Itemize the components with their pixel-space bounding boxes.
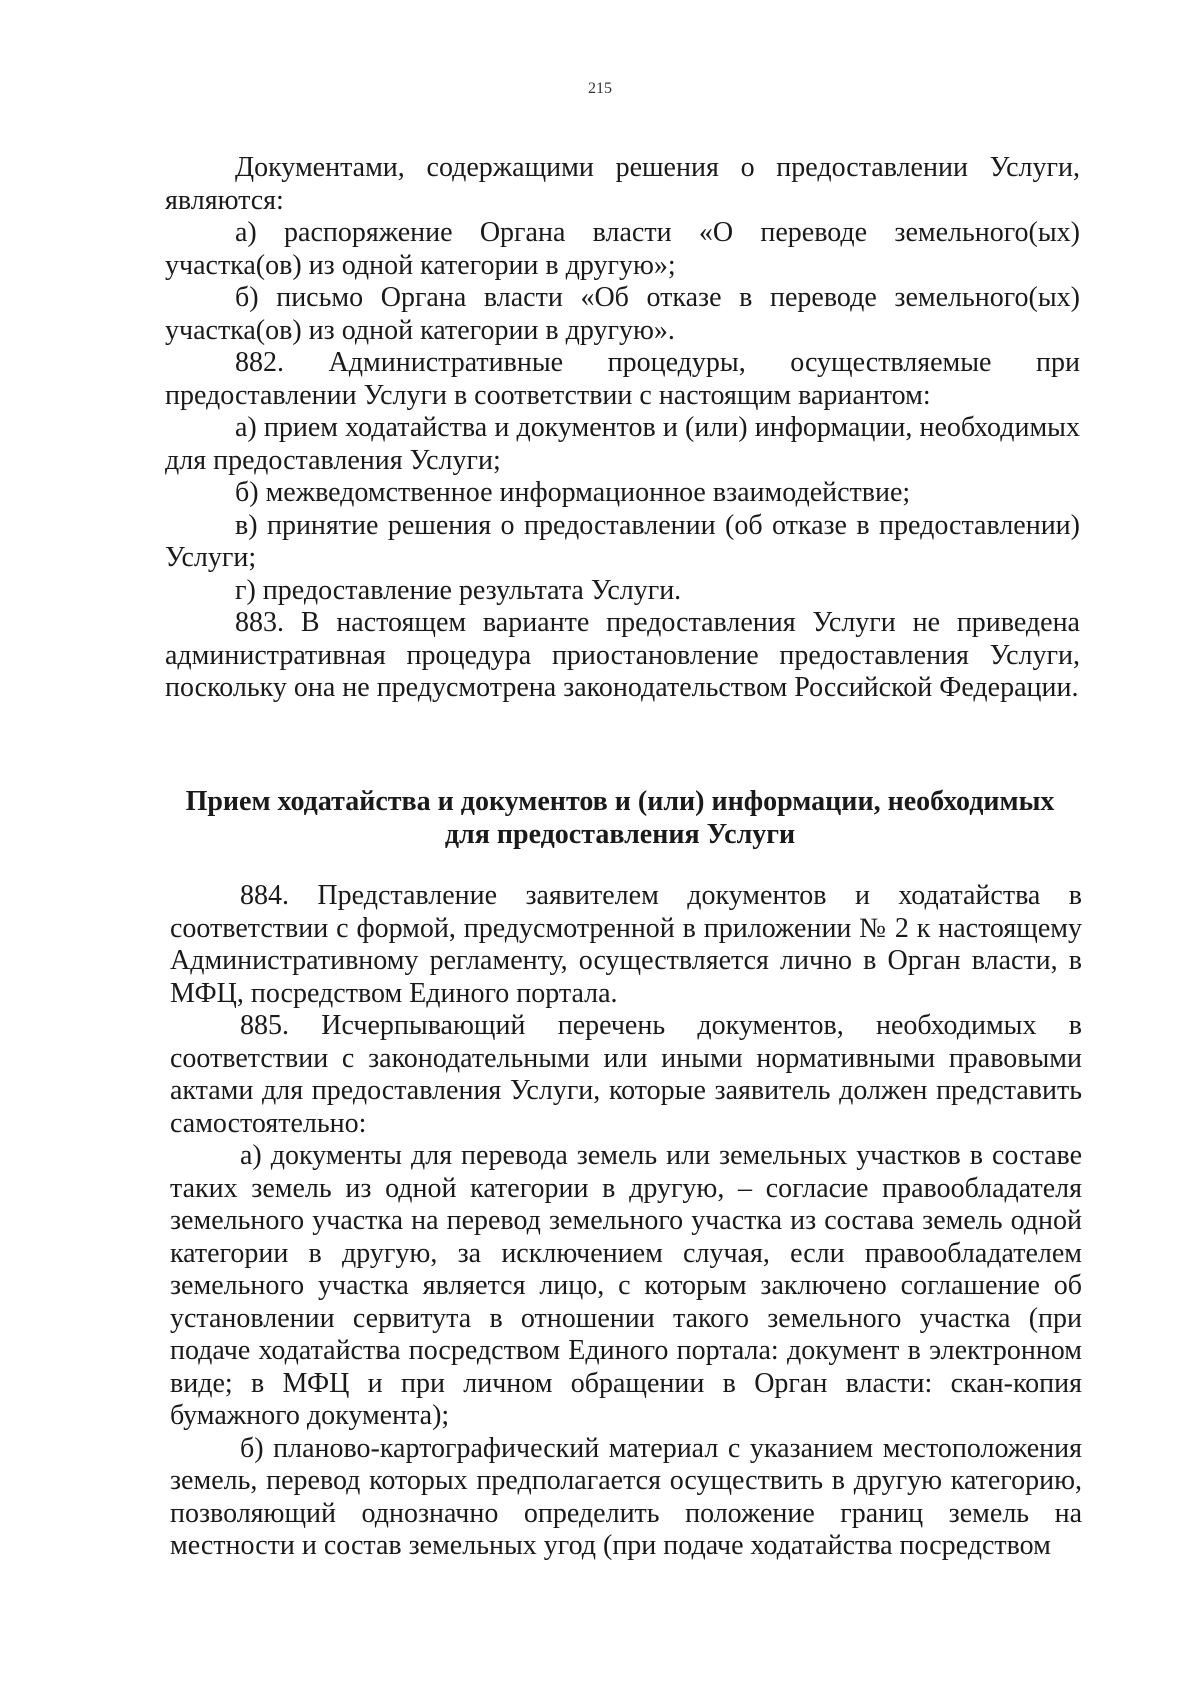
paragraph: в) принятие решения о предоставлении (об отказе в предоставлении) Услуги; [165, 509, 1080, 573]
document-body-top [165, 152, 1080, 705]
paragraph: а) распоряжение Органа власти «О переводе земельного(ых) участка(ов) из одной категории в другую»; [165, 217, 1080, 281]
paragraph: Документами, содержащими решения о предоставлении Услуги, являются: [165, 152, 1080, 216]
paragraph: б) письмо Органа власти «Об отказе в переводе земельного(ых) участка(ов) из одной категории в другую». [165, 282, 1080, 346]
document-body-bottom [170, 880, 1082, 1563]
paragraph: 882. Административные процедуры, осуществляемые при предоставлении Услуги в соответствии с настоящим вариантом: [165, 347, 1080, 411]
paragraph: 884. Представление заявителем документов и ходатайства в соответствии с формой, предусмотренной в приложении № 2 к настоящему Административному регламенту, осуществляется лично в Орган власти, в МФЦ, посредством Единого портала. [170, 880, 1082, 1009]
paragraph: а) прием ходатайства и документов и (или) информации, необходимых для предоставления Услуги; [165, 412, 1080, 476]
paragraph: 885. Исчерпывающий перечень документов, необходимых в соответствии с законодательными или иными нормативными правовыми актами для предоставления Услуги, которые заявитель должен представить самостоятельно: [170, 1010, 1082, 1139]
paragraph: а) документы для перевода земель или земельных участков в составе таких земель из одной категории в другую, – согласие правообладателя земельного участка на перевод земельного участка из состава земель одной категории в другую, за исключением случая, если правообладателем земельного участка является лицо, с которым заключено соглашение об установлении сервитута в отношении такого земельного участка (при подаче ходатайства посредством Единого портала: документ в электронном виде; в МФЦ и при личном обращении в Орган власти: скан-копия бумажного документа); [170, 1140, 1082, 1431]
paragraph: г) предоставление результата Услуги. [235, 574, 682, 606]
page-number: 215 [588, 80, 612, 97]
section-heading: Прием ходатайства и документов и (или) информации, необходимых для предоставления Услуги [185, 786, 1055, 850]
paragraph: б) межведомственное информационное взаимодействие; [235, 477, 911, 508]
paragraph: 883. В настоящем варианте предоставления Услуги не приведена административная процедура приостановление предоставления Услуги, поскольку она не предусмотрена законодательством Российской Федерации. [165, 607, 1080, 703]
paragraph: б) планово-картографический материал с указанием местоположения земель, перевод которых предполагается осуществить в другую категорию, позволяющий однозначно определить положение границ земель на местности и состав земельных угод (при подаче ходатайства посредством [170, 1432, 1082, 1561]
